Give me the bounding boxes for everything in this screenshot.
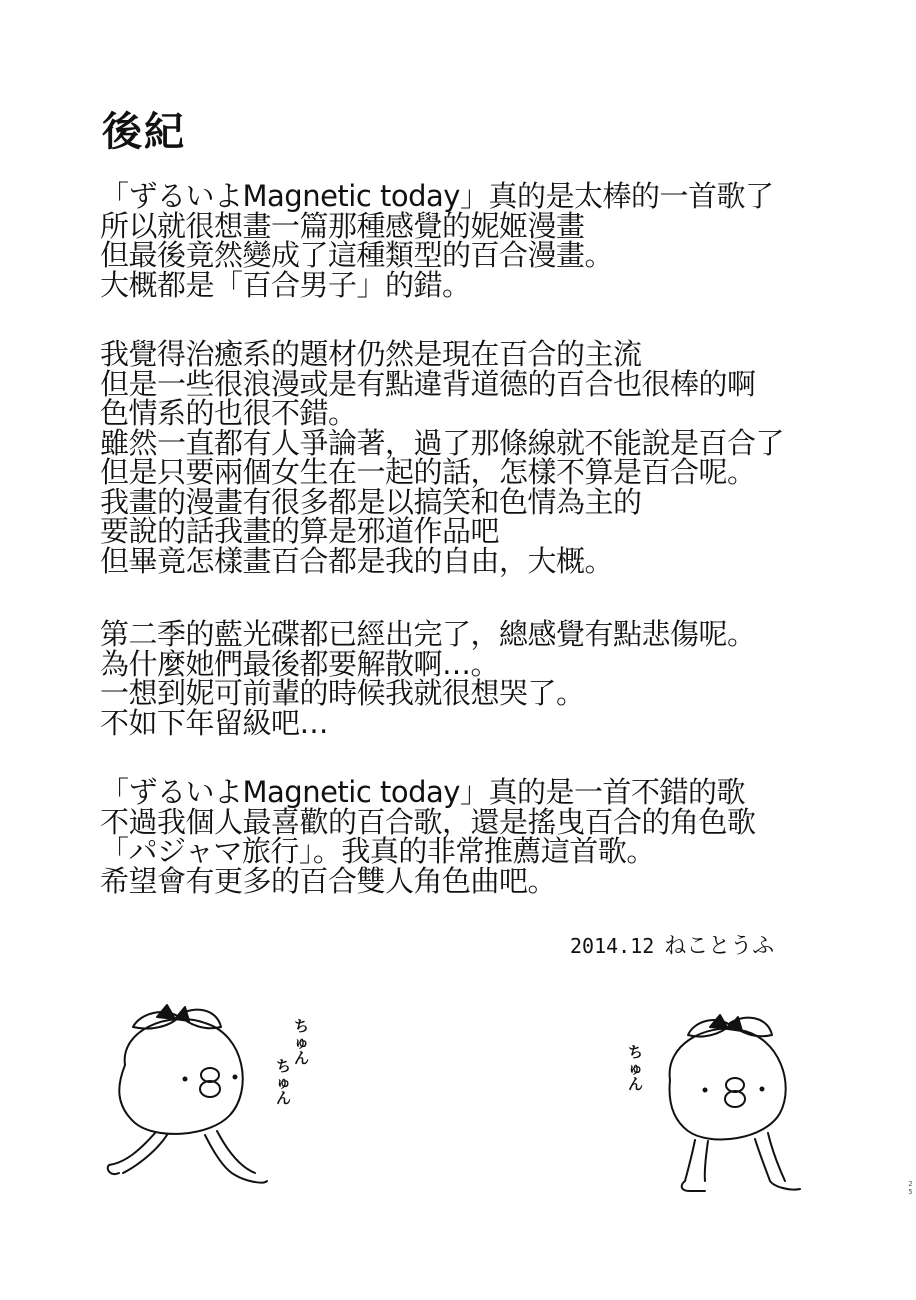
- paragraph-1: [100, 179, 774, 302]
- sfx-char: ゅ: [294, 1033, 310, 1051]
- text-line: 要說的話我畫的算是邪道作品吧: [100, 514, 500, 548]
- sound-effect-left: [294, 1018, 309, 1066]
- standing-character-illustration: [650, 1005, 810, 1197]
- text-line: 為什麼她們最後都要解散啊…。: [100, 646, 500, 681]
- sfx-char: ち: [276, 1057, 292, 1075]
- sfx-char: ゅ: [276, 1073, 292, 1091]
- signature-author: ねことうふ: [664, 934, 775, 959]
- sfx-char: ん: [628, 1075, 644, 1093]
- text-line: 不如下年留級吧…: [100, 705, 329, 740]
- text-line: 但最後竟然變成了這種類型的百合漫畫。: [100, 238, 614, 272]
- text-line: 所以就很想畫一篇那種感覺的妮姬漫畫: [100, 208, 585, 243]
- signature-date: 2014.12: [570, 934, 655, 958]
- page-number-digit: 2: [908, 1180, 913, 1188]
- text-line: 色情系的也很不錯。: [100, 396, 357, 430]
- paragraph-2: [100, 337, 785, 578]
- text-line: 但是只要兩個女生在一起的話，怎樣不算是百合呢。: [100, 455, 756, 489]
- signature: [570, 932, 774, 961]
- sfx-char: ゅ: [628, 1059, 644, 1077]
- sfx-char: ん: [276, 1089, 292, 1107]
- text-line: 「パジャマ旅行」。我真的非常推薦這首歌。: [100, 834, 655, 868]
- text-line: 「ずるいよMagnetic today」真的是太棒的一首歌了: [100, 179, 774, 213]
- text-line: 「ずるいよMagnetic today」真的是一首不錯的歌: [100, 775, 745, 809]
- paragraph-4: [100, 775, 756, 898]
- text-line: 大概都是「百合男子」的錯。: [100, 267, 471, 302]
- page-number: [905, 1180, 916, 1196]
- text-line: 雖然一直都有人爭論著，過了那條線就不能說是百合了: [100, 425, 785, 460]
- text-line: 我覺得治癒系的題材仍然是現在百合的主流: [100, 337, 642, 371]
- sound-effect-left-2: [276, 1058, 291, 1106]
- sfx-char: ん: [294, 1049, 310, 1067]
- text-line: 但是一些很浪漫或是有點違背道德的百合也很棒的啊: [100, 366, 756, 401]
- running-character-illustration: [95, 995, 280, 1195]
- sfx-char: ち: [294, 1017, 310, 1035]
- text-line: 我畫的漫畫有很多都是以搞笑和色情為主的: [100, 484, 642, 519]
- text-line: 希望會有更多的百合雙人角色曲吧。: [100, 863, 557, 898]
- paragraph-3: [100, 617, 756, 740]
- page-number-digit: 5: [908, 1188, 913, 1196]
- text-line: 第二季的藍光碟都已經出完了，總感覺有點悲傷呢。: [100, 617, 756, 651]
- text-line: 一想到妮可前輩的時候我就很想哭了。: [100, 676, 585, 710]
- sfx-char: ち: [628, 1043, 644, 1061]
- text-line: 不過我個人最喜歡的百合歌，還是搖曳百合的角色歌: [100, 804, 756, 839]
- sound-effect-right: [628, 1044, 643, 1092]
- page-title: 後紀: [102, 109, 186, 155]
- text-line: 但畢竟怎樣畫百合都是我的自由，大概。: [100, 543, 614, 578]
